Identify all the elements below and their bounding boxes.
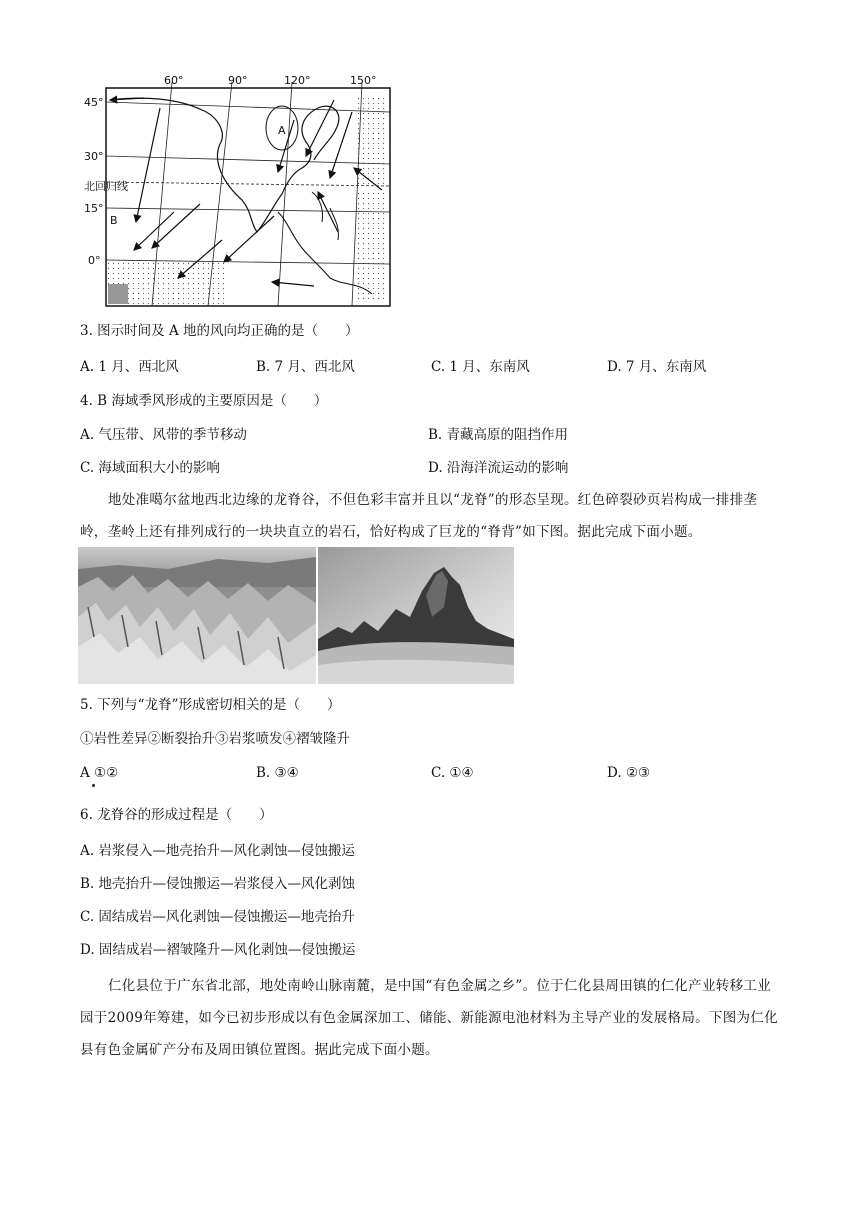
lon-label-90: 90° <box>228 74 248 87</box>
lat-label-45: 45° <box>84 96 104 109</box>
question-5-stem: 5. 下列与“龙脊”形成密切相关的是（ ） <box>80 697 341 713</box>
tropic-label: 北回归线 <box>84 180 128 193</box>
dragon-spine-rock-photo <box>318 547 514 684</box>
passage-longji-valley: 地处准噶尔盆地西北边缘的龙脊谷，不但色彩丰富并且以“龙脊”的形态呈现。红色碎裂砂页岩构成一排排垄岭，垄岭上还有排列成行的一块块直立的岩石，恰好构成了巨龙的“脊背”如下图。据此完成下面小题。 <box>80 492 758 540</box>
q5-option-a[interactable]: A ①② <box>80 765 119 781</box>
monsoon-map <box>82 72 394 308</box>
q6-option-a[interactable]: A. 岩浆侵入—地壳抬升—风化剥蚀—侵蚀搬运 <box>80 843 355 859</box>
q4-option-c[interactable]: C. 海域面积大小的影响 <box>80 460 220 476</box>
lat-label-30: 30° <box>84 150 104 163</box>
q5-items: ①岩性差异②断裂抬升③岩浆喷发④褶皱隆升 <box>80 731 350 747</box>
q3-option-b[interactable]: B. 7 月、西北风 <box>256 359 355 375</box>
question-6-stem: 6. 龙脊谷的形成过程是（ ） <box>80 807 273 823</box>
q5-option-d[interactable]: D. ②③ <box>607 765 651 781</box>
point-a-label: A <box>278 124 286 137</box>
q3-option-d[interactable]: D. 7 月、东南风 <box>607 359 707 375</box>
point-b-label: B <box>110 214 118 227</box>
q6-option-c[interactable]: C. 固结成岩—风化剥蚀—侵蚀搬运—地壳抬升 <box>80 909 355 925</box>
q4-option-b[interactable]: B. 青藏高原的阻挡作用 <box>428 427 569 443</box>
ridge-landscape-photo <box>78 547 316 684</box>
lon-label-120: 120° <box>284 74 311 87</box>
question-3-stem: 3. 图示时间及 A 地的风向均正确的是（ ） <box>80 323 359 339</box>
q6-option-d[interactable]: D. 固结成岩—褶皱隆升—风化剥蚀—侵蚀搬运 <box>80 942 356 958</box>
passage-renhua-county: 仁化县位于广东省北部，地处南岭山脉南麓，是中国“有色金属之乡”。位于仁化县周田镇的仁化产业转移工业园于2009年筹建，如今已初步形成以有色金属深加工、储能、新能源电池材料为主导产业的发展格局。下图为仁化县有色金属矿产分布及周田镇位置图。据此完成下面小题。 <box>80 978 778 1058</box>
decorative-dot <box>92 784 95 787</box>
lon-label-60: 60° <box>164 74 184 87</box>
lat-label-15: 15° <box>84 202 104 215</box>
q4-option-a[interactable]: A. 气压带、风带的季节移动 <box>80 427 247 443</box>
lat-label-0: 0° <box>88 254 101 267</box>
question-4-stem: 4. B 海域季风形成的主要原因是（ ） <box>80 393 328 409</box>
q3-option-c[interactable]: C. 1 月、东南风 <box>431 359 530 375</box>
q3-option-a[interactable]: A. 1 月、西北风 <box>80 359 179 375</box>
q4-option-d[interactable]: D. 沿海洋流运动的影响 <box>428 460 569 476</box>
q5-option-c[interactable]: C. ①④ <box>431 765 474 781</box>
q5-option-b[interactable]: B. ③④ <box>256 765 299 781</box>
q6-option-b[interactable]: B. 地壳抬升—侵蚀搬运—岩浆侵入—风化剥蚀 <box>80 876 356 892</box>
lon-label-150: 150° <box>350 74 377 87</box>
